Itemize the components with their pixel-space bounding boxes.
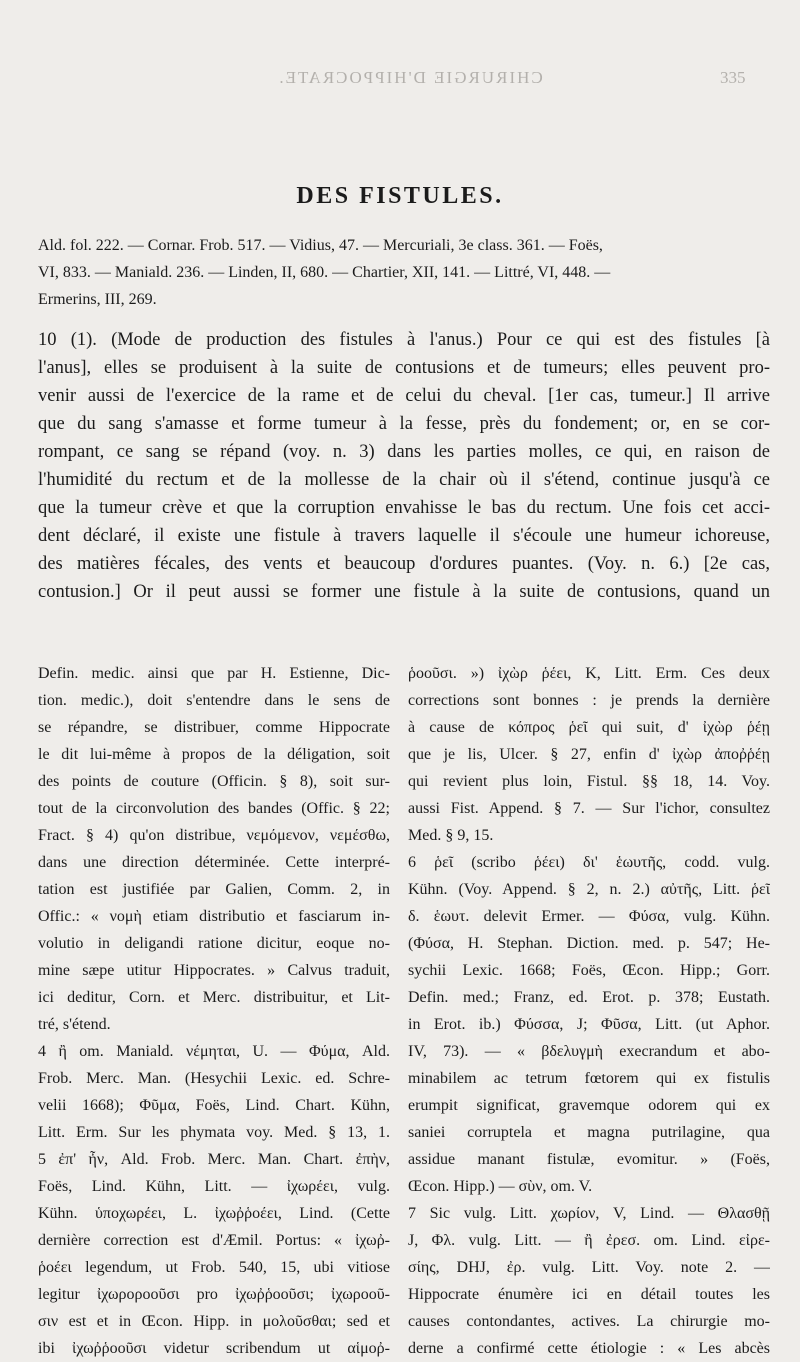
footnote-line: σιν est et in Œcon. Hipp. in μολοῦσθαι; sed et xyxy=(38,1313,390,1330)
footnote-line: assidue manant fistulæ, evomitur. » (Foës, xyxy=(408,1151,770,1168)
footnote-line: Frob. Merc. Man. (Hesychii Lexic. ed. Schre- xyxy=(38,1070,390,1087)
footnote-line: qui revient plus loin, Fistul. §§ 18, 14. Voy. xyxy=(408,773,770,790)
footnote-line: Med. § 9, 15. xyxy=(408,827,494,844)
main-text xyxy=(38,326,770,606)
footnote-line: aussi Fist. Append. § 7. — Sur l'ichor, consultez xyxy=(408,800,770,817)
footnote-line: 4 ἢ om. Maniald. νέμηται, U. — Φύμα, Ald. xyxy=(38,1043,390,1060)
footnote-line: erumpit significat, gravemque odorem qui ex xyxy=(408,1097,770,1114)
text-line: des matières fécales, des vents et beaucoup d'ordures puantes. (Voy. n. 6.) [2e cas, xyxy=(38,554,770,574)
text-line: l'anus], elles se produisent à la suite de contusions et de tumeurs; elles peuvent pro- xyxy=(38,358,770,378)
footnote-line: volutio in deligandi ratione dicitur, eoque no- xyxy=(38,935,390,952)
footnote-line: legitur ἰχωροροοῦσι pro ἰχωῤῥοοῦσι; ἰχωροοῦ- xyxy=(38,1286,390,1303)
footnote-line: Hippocrate énumère ici en détail toutes les xyxy=(408,1286,770,1303)
footnote-line: IV, 73). — « βδελυγμὴ execrandum et abo- xyxy=(408,1043,770,1060)
footnote-line: que je lis, Ulcer. § 27, enfin d' ἰχὼρ ἀποῤῥέῃ xyxy=(408,746,770,763)
footnote-line: corrections sont bonnes : je prends la dernière xyxy=(408,692,770,709)
text-line: rompant, ce sang se répand (voy. n. 3) dans les parties molles, ce qui, en raison de xyxy=(38,442,770,462)
footnote-line: Offic.: « νομὴ etiam distributio et fasciarum in- xyxy=(38,908,390,925)
references-block xyxy=(38,232,770,313)
footnote-line: Kühn. ὑποχωρέει, L. ἰχωῤῥοέει, Lind. (Cette xyxy=(38,1205,390,1222)
footnote-line: saniei corruptela et magna putrilagine, qua xyxy=(408,1124,770,1141)
text-line: contusion.] Or il peut aussi se former une fistule à la suite de contusions, quand un xyxy=(38,582,770,602)
reference-line: Ermerins, III, 269. xyxy=(38,291,157,308)
page-title: DES FISTULES. xyxy=(296,183,504,209)
footnote-line: derne a confirmé cette étiologie : « Les abcès xyxy=(408,1340,770,1357)
footnote-line: causes contondantes, actives. La chirurgie mo- xyxy=(408,1313,770,1330)
footnote-line: le dit lui-même à propos de la déligation, soit xyxy=(38,746,390,763)
footnote-line: Fract. § 4) qu'on distribue, νεμόμενον, νεμέσθω, xyxy=(38,827,390,844)
footnote-line: Defin. medic. ainsi que par H. Estienne, Dic- xyxy=(38,665,390,682)
footnote-line: ῥοοῦσι. ») ἰχὼρ ῥέει, K, Litt. Erm. Ces deux xyxy=(408,665,770,682)
text-line: l'humidité du rectum et de la mollesse de la chair où il s'étend, continue jusqu'à ce xyxy=(38,470,770,490)
footnote-line: ibi ἰχωῤῥοοῦσι videtur scribendum ut αἱμοῤ- xyxy=(38,1340,390,1357)
footnote-line: dernière correction est d'Æmil. Portus: « ἰχωῤ- xyxy=(38,1232,390,1249)
footnote-line: Litt. Erm. Sur les phymata voy. Med. § 13, 1. xyxy=(38,1124,390,1141)
footnote-line: J, Φλ. vulg. Litt. — ἢ ἐρεσ. om. Lind. εἰρε- xyxy=(408,1232,770,1249)
footnote-line: Œcon. Hipp.) — σὺν, om. V. xyxy=(408,1178,593,1195)
footnotes-left-column xyxy=(38,660,390,1362)
reference-line: Ald. fol. 222. — Cornar. Frob. 517. — Vidius, 47. — Mercuriali, 3e class. 361. — Foës, xyxy=(38,237,603,254)
footnote-line: Kühn. (Voy. Append. § 2, n. 2.) αὐτῆς, Litt. ῥεῖ xyxy=(408,881,770,898)
footnote-line: σίης, DHJ, ἐρ. vulg. Litt. Voy. note 2. — xyxy=(408,1259,770,1276)
text-line: 10 (1). (Mode de production des fistules à l'anus.) Pour ce qui est des fistules [à xyxy=(38,330,770,350)
footnote-line: (Φύσα, H. Stephan. Diction. med. p. 547; He- xyxy=(408,935,770,952)
text-line: venir aussi de l'exercice de la rame et de celui du cheval. [1er cas, tumeur.] Il arrive xyxy=(38,386,770,406)
footnote-line: 6 ῥεῖ (scribo ῥέει) δι' ἑωυτῆς, codd. vulg. xyxy=(408,854,770,871)
footnote-line: tation est justifiée par Galien, Comm. 2, in xyxy=(38,881,390,898)
footnote-line: tout de la circonvolution des bandes (Offic. § 22; xyxy=(38,800,390,817)
footnote-line: in Erot. ib.) Φύσσα, J; Φῦσα, Litt. (ut Aphor. xyxy=(408,1016,770,1033)
footnote-line: 7 Sic vulg. Litt. χωρίον, V, Lind. — Θλασθῇ xyxy=(408,1205,770,1222)
footnote-line: mine sæpe utitur Hippocrates. » Calvus traduit, xyxy=(38,962,390,979)
reference-line: VI, 833. — Maniald. 236. — Linden, II, 680. — Chartier, XII, 141. — Littré, VI, 448. — xyxy=(38,264,611,281)
footnote-line: minabilem ac tetrum fœtorem qui ex fistulis xyxy=(408,1070,770,1087)
footnote-line: tré, s'étend. xyxy=(38,1016,111,1033)
text-line: que la tumeur crève et que la corruption envahisse le bas du rectum. Une fois cet acci- xyxy=(38,498,770,518)
footnote-line: sychii Lexic. 1668; Foës, Œcon. Hipp.; Gorr. xyxy=(408,962,770,979)
page-number: 335 xyxy=(720,68,746,87)
footnotes-right-column xyxy=(408,660,770,1362)
footnote-line: tion. medic.), doit s'entendre dans le sens de xyxy=(38,692,390,709)
footnote-line: velii 1668); Φῦμα, Foës, Lind. Chart. Kühn, xyxy=(38,1097,390,1114)
footnote-line: dans une direction déterminée. Cette interpré- xyxy=(38,854,390,871)
footnote-line: des points de couture (Officin. § 8), soit sur- xyxy=(38,773,390,790)
footnote-line: δ. ἑωυτ. delevit Ermer. — Φύσα, vulg. Kühn. xyxy=(408,908,770,925)
footnote-line: Foës, Lind. Kühn, Litt. — ἰχωρέει, vulg. xyxy=(38,1178,390,1195)
footnote-line: Defin. med.; Franz, ed. Erot. p. 378; Eustath. xyxy=(408,989,770,1006)
footnote-line: 5 ἐπ' ἦν, Ald. Frob. Merc. Man. Chart. ἐπὴν, xyxy=(38,1151,390,1168)
footnote-line: à cause de κόπρος ῥεῖ qui suit, d' ἰχὼρ ῥέῃ xyxy=(408,719,770,736)
footnote-line: se répandre, se distribuer, comme Hippocrate xyxy=(38,719,390,736)
footnote-line: ici deditur, Corn. et Merc. distribuitur, et Lit- xyxy=(38,989,390,1006)
footnote-line: ῥοέει legendum, ut Frob. 540, 15, ubi vitiose xyxy=(38,1259,390,1276)
text-line: que du sang s'amasse et forme tumeur à la fesse, près du fondement; or, en se cor- xyxy=(38,414,770,434)
text-line: dent déclaré, il existe une fistule à travers laquelle il s'écoule une humeur ichoreuse, xyxy=(38,526,770,546)
running-head: CHIRURGIE D'HIPPOCRATE. xyxy=(277,68,543,87)
